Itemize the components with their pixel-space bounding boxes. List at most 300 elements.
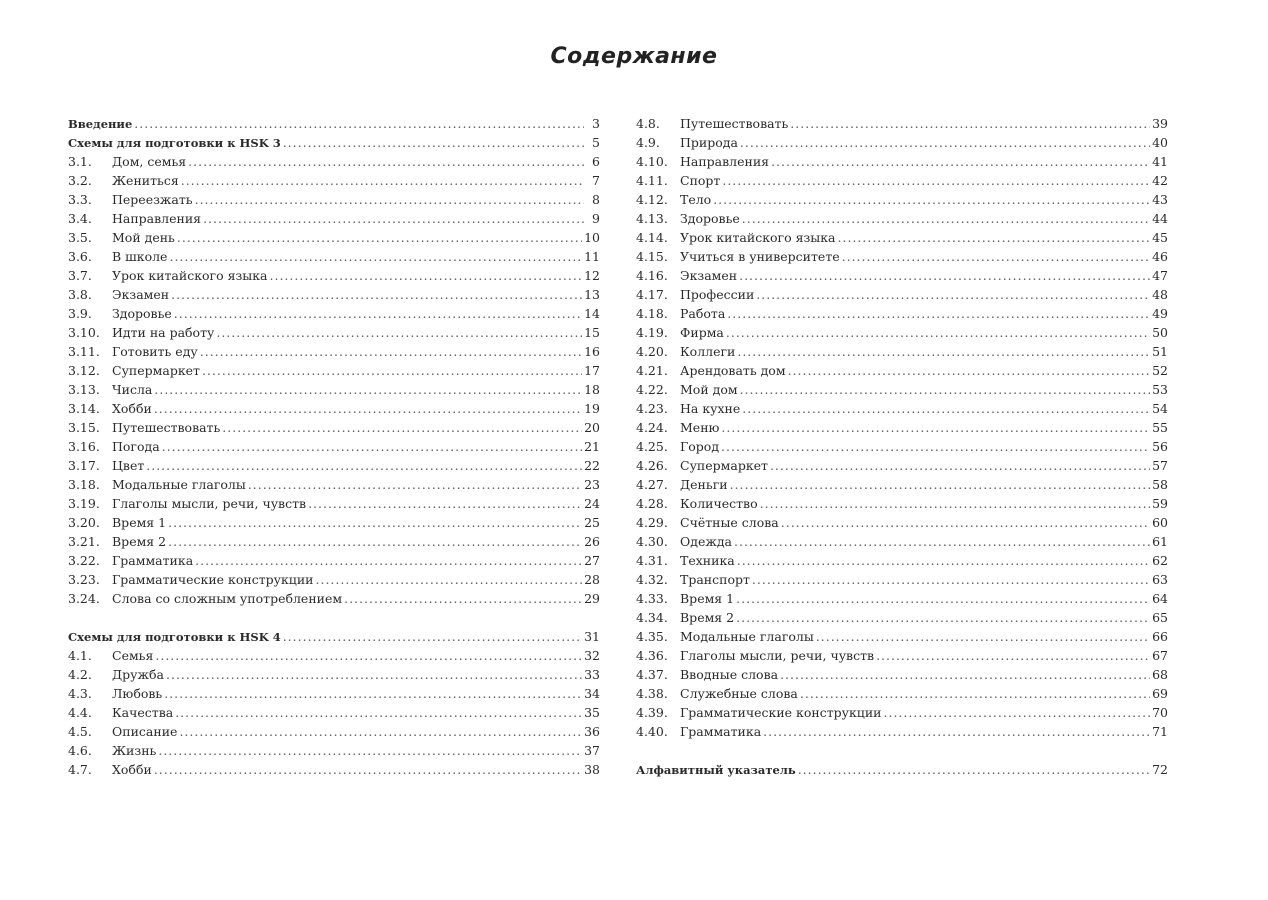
toc-entry-title: Техника xyxy=(680,553,735,568)
toc-entry-title: Качества xyxy=(112,705,174,720)
toc-entry-title: Описание xyxy=(112,724,178,739)
toc-page-number: 6 xyxy=(592,154,600,169)
dot-leader xyxy=(842,247,1150,266)
toc-entry[interactable] xyxy=(68,380,600,399)
toc-page-number: 37 xyxy=(584,743,600,758)
toc-entry[interactable] xyxy=(636,513,1168,532)
dot-leader xyxy=(166,665,582,684)
toc-entry[interactable] xyxy=(636,627,1168,646)
toc-entry-number: 4.36. xyxy=(636,648,668,663)
dot-leader xyxy=(722,171,1150,190)
toc-entry[interactable] xyxy=(68,209,600,228)
toc-entry-title: Здоровье xyxy=(680,211,740,226)
toc-entry-number: 4.12. xyxy=(636,192,668,207)
toc-entry-number: 3.23. xyxy=(68,572,100,587)
toc-entry[interactable] xyxy=(636,608,1168,627)
toc-entry-title: Жениться xyxy=(112,173,179,188)
section-gap xyxy=(636,741,1168,760)
toc-entry-title: Коллеги xyxy=(680,344,736,359)
toc-entry-number: 3.19. xyxy=(68,496,100,511)
toc-entry-title: Счётные слова xyxy=(680,515,779,530)
toc-page-number: 49 xyxy=(1152,306,1168,321)
dot-leader xyxy=(168,532,582,551)
toc-page-number: 8 xyxy=(592,192,600,207)
toc-entry-number: 4.7. xyxy=(68,762,92,777)
toc-entry[interactable] xyxy=(636,228,1168,247)
toc-page-number: 71 xyxy=(1152,724,1168,739)
toc-page-number: 39 xyxy=(1152,116,1168,131)
toc-entry-title: В школе xyxy=(112,249,168,264)
toc-entry-number: 4.6. xyxy=(68,743,92,758)
dot-leader xyxy=(742,209,1150,228)
toc-entry-number: 4.28. xyxy=(636,496,668,511)
dot-leader xyxy=(788,361,1151,380)
toc-entry-number: 4.1. xyxy=(68,648,92,663)
toc-entry-title: Время 2 xyxy=(680,610,735,625)
toc-page-number: 25 xyxy=(584,515,600,530)
toc-entry-number: 3.2. xyxy=(68,173,92,188)
toc-entry-number: 3.21. xyxy=(68,534,100,549)
toc-entry-title: Погода xyxy=(112,439,160,454)
dot-leader xyxy=(308,494,582,513)
toc-entry[interactable] xyxy=(636,285,1168,304)
toc-entry-title: Работа xyxy=(680,306,726,321)
toc-entry[interactable] xyxy=(636,266,1168,285)
toc-page-number: 20 xyxy=(584,420,600,435)
toc-page-number: 72 xyxy=(1152,762,1168,777)
toc-section-heading[interactable] xyxy=(68,627,600,646)
toc-entry[interactable] xyxy=(636,209,1168,228)
toc-page-number: 12 xyxy=(584,268,600,283)
toc-page-number: 33 xyxy=(584,667,600,682)
toc-entry-title: Грамматика xyxy=(680,724,762,739)
toc-entry-number: 4.5. xyxy=(68,724,92,739)
toc-entry-number: 3.9. xyxy=(68,306,92,321)
dot-leader xyxy=(270,266,583,285)
toc-entry[interactable] xyxy=(68,589,600,608)
toc-entry-number: 3.13. xyxy=(68,382,100,397)
toc-entry-number: 3.8. xyxy=(68,287,92,302)
dot-leader xyxy=(736,589,1150,608)
toc-entry[interactable] xyxy=(68,342,600,361)
toc-entry-title: Глаголы мысли, речи, чувств xyxy=(112,496,307,511)
toc-entry[interactable] xyxy=(636,494,1168,513)
dot-leader xyxy=(154,399,582,418)
toc-entry[interactable] xyxy=(68,190,600,209)
toc-entry-number: 4.23. xyxy=(636,401,668,416)
toc-entry-title: Фирма xyxy=(680,325,724,340)
toc-entry-number: 4.27. xyxy=(636,477,668,492)
toc-entry[interactable] xyxy=(636,114,1168,133)
toc-page-number: 58 xyxy=(1152,477,1168,492)
toc-page-number: 9 xyxy=(592,211,600,226)
dot-leader xyxy=(760,494,1150,513)
toc-entry-title: Мой день xyxy=(112,230,175,245)
toc-entry-number: 4.10. xyxy=(636,154,668,169)
toc-entry[interactable] xyxy=(68,361,600,380)
toc-page-number: 28 xyxy=(584,572,600,587)
toc-entry-number: 4.3. xyxy=(68,686,92,701)
toc-entry-title: Дом, семья xyxy=(112,154,187,169)
toc-entry[interactable] xyxy=(68,456,600,475)
toc-entry[interactable] xyxy=(68,228,600,247)
toc-entry-title: Алфавитный указатель xyxy=(636,763,796,777)
toc-entry-title: Меню xyxy=(680,420,720,435)
toc-entry[interactable] xyxy=(68,646,600,665)
dot-leader xyxy=(181,171,584,190)
toc-entry-title: Введение xyxy=(68,117,133,131)
toc-entry-title: Супермаркет xyxy=(112,363,200,378)
toc-entry-number: 3.7. xyxy=(68,268,92,283)
toc-entry-title: Хобби xyxy=(112,401,152,416)
dot-leader xyxy=(202,361,582,380)
toc-entry[interactable] xyxy=(636,171,1168,190)
toc-entry-number: 4.8. xyxy=(636,116,660,131)
toc-entry-title: Природа xyxy=(680,135,738,150)
toc-entry[interactable] xyxy=(636,532,1168,551)
toc-page-number: 59 xyxy=(1152,496,1168,511)
toc-section-heading[interactable] xyxy=(636,760,1168,779)
toc-entry-title: Грамматика xyxy=(112,553,194,568)
toc-entry[interactable] xyxy=(68,304,600,323)
toc-entry[interactable] xyxy=(636,437,1168,456)
toc-page-number: 54 xyxy=(1152,401,1168,416)
toc-entry-number: 3.11. xyxy=(68,344,100,359)
toc-entry[interactable] xyxy=(68,665,600,684)
dot-leader xyxy=(283,627,582,646)
toc-entry[interactable] xyxy=(68,703,600,722)
toc-page-number: 38 xyxy=(584,762,600,777)
toc-entry[interactable] xyxy=(636,684,1168,703)
toc-entry[interactable] xyxy=(68,760,600,779)
dot-leader xyxy=(730,475,1151,494)
dot-leader xyxy=(752,570,1150,589)
page-title: Содержание xyxy=(550,44,718,69)
toc-entry-title: Цвет xyxy=(112,458,145,473)
toc-entry[interactable] xyxy=(68,741,600,760)
toc-entry-number: 3.14. xyxy=(68,401,100,416)
dot-leader xyxy=(734,532,1150,551)
toc-entry-number: 4.15. xyxy=(636,249,668,264)
toc-page-number: 60 xyxy=(1152,515,1168,530)
toc-page-number: 21 xyxy=(584,439,600,454)
toc-entry[interactable] xyxy=(636,133,1168,152)
toc-page-number: 61 xyxy=(1152,534,1168,549)
dot-leader xyxy=(781,513,1150,532)
toc-entry-title: Путешествовать xyxy=(680,116,789,131)
toc-page-number: 62 xyxy=(1152,553,1168,568)
toc-page-number: 7 xyxy=(592,173,600,188)
toc-entry-title: Количество xyxy=(680,496,758,511)
toc-page-number: 35 xyxy=(584,705,600,720)
dot-leader xyxy=(713,190,1150,209)
toc-entry-number: 4.29. xyxy=(636,515,668,530)
dot-leader xyxy=(222,418,582,437)
toc-page-number: 46 xyxy=(1152,249,1168,264)
toc-section-heading[interactable] xyxy=(68,133,600,152)
toc-entry-title: Здоровье xyxy=(112,306,172,321)
toc-page-number: 27 xyxy=(584,553,600,568)
toc-entry-number: 4.4. xyxy=(68,705,92,720)
toc-page-number: 16 xyxy=(584,344,600,359)
toc-entry-number: 3.20. xyxy=(68,515,100,530)
toc-entry[interactable] xyxy=(636,418,1168,437)
toc-entry[interactable] xyxy=(68,152,600,171)
toc-page-number: 11 xyxy=(584,249,600,264)
toc-entry-title: Профессии xyxy=(680,287,755,302)
dot-leader xyxy=(164,684,582,703)
dot-leader xyxy=(838,228,1151,247)
dot-leader xyxy=(780,665,1150,684)
toc-entry[interactable] xyxy=(636,399,1168,418)
toc-page-number: 32 xyxy=(584,648,600,663)
toc-entry-title: Схемы для подготовки к HSK 3 xyxy=(68,136,281,150)
toc-entry[interactable] xyxy=(68,418,600,437)
toc-entry-number: 4.40. xyxy=(636,724,668,739)
dot-leader xyxy=(742,399,1150,418)
dot-leader xyxy=(798,760,1150,779)
toc-entry[interactable] xyxy=(636,380,1168,399)
toc-entry-number: 4.31. xyxy=(636,553,668,568)
toc-entry[interactable] xyxy=(636,456,1168,475)
dot-leader xyxy=(770,456,1150,475)
toc-entry-title: Экзамен xyxy=(680,268,738,283)
toc-entry[interactable] xyxy=(636,589,1168,608)
dot-leader xyxy=(162,437,582,456)
dot-leader xyxy=(134,114,584,133)
dot-leader xyxy=(168,513,582,532)
toc-entry[interactable] xyxy=(636,304,1168,323)
toc-entry-title: Готовить еду xyxy=(112,344,198,359)
toc-entry[interactable] xyxy=(636,152,1168,171)
dot-leader xyxy=(726,323,1150,342)
toc-page-number: 5 xyxy=(592,135,600,150)
toc-page-number: 65 xyxy=(1152,610,1168,625)
toc-page-number: 63 xyxy=(1152,572,1168,587)
toc-entry-number: 4.18. xyxy=(636,306,668,321)
toc-entry-title: Арендовать дом xyxy=(680,363,786,378)
toc-entry[interactable] xyxy=(68,532,600,551)
toc-entry[interactable] xyxy=(636,190,1168,209)
toc-entry-title: Город xyxy=(680,439,720,454)
toc-page-number: 43 xyxy=(1152,192,1168,207)
toc-entry[interactable] xyxy=(68,247,600,266)
toc-page-number: 3 xyxy=(592,116,600,131)
toc-page-number: 52 xyxy=(1152,363,1168,378)
toc-page-number: 56 xyxy=(1152,439,1168,454)
toc-entry-number: 4.33. xyxy=(636,591,668,606)
toc-page-number: 34 xyxy=(584,686,600,701)
toc-entry[interactable] xyxy=(636,551,1168,570)
toc-entry-number: 4.11. xyxy=(636,173,668,188)
dot-leader xyxy=(756,285,1150,304)
toc-page-number: 67 xyxy=(1152,648,1168,663)
dot-leader xyxy=(158,741,582,760)
toc-entry[interactable] xyxy=(636,665,1168,684)
dot-leader xyxy=(736,608,1150,627)
toc-page-number: 31 xyxy=(584,629,600,644)
toc-entry[interactable] xyxy=(68,513,600,532)
toc-entry-title: Хобби xyxy=(112,762,152,777)
toc-entry-number: 4.2. xyxy=(68,667,92,682)
toc-entry-title: Числа xyxy=(112,382,153,397)
toc-entry-title: Грамматические конструкции xyxy=(112,572,314,587)
dot-leader xyxy=(179,722,582,741)
toc-entry-number: 4.34. xyxy=(636,610,668,625)
toc-entry[interactable] xyxy=(68,494,600,513)
toc-page-number: 29 xyxy=(584,591,600,606)
toc-entry-number: 4.35. xyxy=(636,629,668,644)
toc-entry-number: 3.22. xyxy=(68,553,100,568)
toc-page-number: 42 xyxy=(1152,173,1168,188)
toc-entry[interactable] xyxy=(68,285,600,304)
toc-entry-number: 3.5. xyxy=(68,230,92,245)
dot-leader xyxy=(155,646,582,665)
toc-entry[interactable] xyxy=(636,323,1168,342)
toc-page-number: 19 xyxy=(584,401,600,416)
dot-leader xyxy=(740,133,1150,152)
toc-entry-title: Дружба xyxy=(112,667,164,682)
toc-entry[interactable] xyxy=(68,323,600,342)
toc-entry-number: 3.3. xyxy=(68,192,92,207)
dot-leader xyxy=(727,304,1150,323)
toc-page-number: 40 xyxy=(1152,135,1168,150)
toc-entry[interactable] xyxy=(636,475,1168,494)
toc-page-number: 44 xyxy=(1152,211,1168,226)
toc-entry-title: Спорт xyxy=(680,173,721,188)
toc-entry-number: 4.19. xyxy=(636,325,668,340)
toc-entry-number: 4.37. xyxy=(636,667,668,682)
toc-entry[interactable] xyxy=(636,722,1168,741)
toc-entry-title: Экзамен xyxy=(112,287,170,302)
toc-page-number: 23 xyxy=(584,477,600,492)
dot-leader xyxy=(721,437,1150,456)
dot-leader xyxy=(876,646,1150,665)
toc-entry-number: 3.16. xyxy=(68,439,100,454)
toc-entry-number: 4.24. xyxy=(636,420,668,435)
dot-leader xyxy=(169,247,582,266)
toc-entry-number: 4.20. xyxy=(636,344,668,359)
toc-entry-title: Одежда xyxy=(680,534,732,549)
toc-page-number: 53 xyxy=(1152,382,1168,397)
dot-leader xyxy=(737,342,1150,361)
toc-entry-number: 3.4. xyxy=(68,211,92,226)
toc-entry[interactable] xyxy=(68,570,600,589)
section-gap xyxy=(68,608,600,627)
toc-entry[interactable] xyxy=(636,570,1168,589)
toc-entry[interactable] xyxy=(68,399,600,418)
toc-entry-number: 3.6. xyxy=(68,249,92,264)
dot-leader xyxy=(203,209,584,228)
toc-entry-number: 4.30. xyxy=(636,534,668,549)
toc-page-number: 13 xyxy=(584,287,600,302)
toc-page-number: 48 xyxy=(1152,287,1168,302)
toc-entry-title: Мой дом xyxy=(680,382,738,397)
toc-entry[interactable] xyxy=(68,437,600,456)
toc-entry-number: 3.1. xyxy=(68,154,92,169)
toc-page-number: 66 xyxy=(1152,629,1168,644)
toc-column-left xyxy=(68,114,600,779)
toc-page-number: 47 xyxy=(1152,268,1168,283)
toc-entry-number: 3.24. xyxy=(68,591,100,606)
toc-entry-title: Деньги xyxy=(680,477,728,492)
dot-leader xyxy=(146,456,582,475)
toc-entry-title: Направления xyxy=(112,211,202,226)
toc-entry-number: 4.38. xyxy=(636,686,668,701)
toc-entry-title: На кухне xyxy=(680,401,741,416)
toc-page-number: 45 xyxy=(1152,230,1168,245)
toc-entry[interactable] xyxy=(636,646,1168,665)
toc-entry-title: Слова со сложным употреблением xyxy=(112,591,343,606)
toc-entry-title: Семья xyxy=(112,648,154,663)
toc-entry-number: 4.17. xyxy=(636,287,668,302)
toc-entry[interactable] xyxy=(636,361,1168,380)
toc-entry[interactable] xyxy=(636,342,1168,361)
toc-entry-title: Грамматические конструкции xyxy=(680,705,882,720)
dot-leader xyxy=(816,627,1150,646)
dot-leader xyxy=(171,285,582,304)
toc-entry[interactable] xyxy=(68,266,600,285)
toc-entry-title: Путешествовать xyxy=(112,420,221,435)
toc-page-number: 24 xyxy=(584,496,600,511)
toc-page-number: 36 xyxy=(584,724,600,739)
toc-page-number: 10 xyxy=(584,230,600,245)
toc-entry-number: 4.16. xyxy=(636,268,668,283)
toc-entry-title: Идти на работу xyxy=(112,325,215,340)
toc-entry[interactable] xyxy=(68,551,600,570)
toc-page-number: 64 xyxy=(1152,591,1168,606)
dot-leader xyxy=(195,190,584,209)
toc-entry[interactable] xyxy=(636,703,1168,722)
toc-page-number: 26 xyxy=(584,534,600,549)
dot-leader xyxy=(739,266,1150,285)
toc-entry-title: Тело xyxy=(680,192,712,207)
toc-page-number: 18 xyxy=(584,382,600,397)
toc-page-number: 14 xyxy=(584,306,600,321)
toc-page-number: 15 xyxy=(584,325,600,340)
toc-section-heading[interactable] xyxy=(68,114,600,133)
dot-leader xyxy=(344,589,582,608)
toc-entry-number: 4.14. xyxy=(636,230,668,245)
toc-entry[interactable] xyxy=(68,171,600,190)
toc-entry-number: 4.9. xyxy=(636,135,660,150)
dot-leader xyxy=(884,703,1151,722)
dot-leader xyxy=(177,228,582,247)
toc-entry[interactable] xyxy=(68,475,600,494)
toc-page-number: 69 xyxy=(1152,686,1168,701)
toc-entry-title: Урок китайского языка xyxy=(680,230,836,245)
toc-entry-title: Супермаркет xyxy=(680,458,768,473)
dot-leader xyxy=(248,475,582,494)
toc-entry-title: Переезжать xyxy=(112,192,193,207)
toc-entry-number: 3.10. xyxy=(68,325,100,340)
toc-page-number: 17 xyxy=(584,363,600,378)
dot-leader xyxy=(188,152,584,171)
dot-leader xyxy=(771,152,1150,171)
toc-entry-title: Модальные глаголы xyxy=(680,629,814,644)
toc-page-number: 70 xyxy=(1152,705,1168,720)
toc-entry-number: 3.12. xyxy=(68,363,100,378)
toc-entry-number: 4.22. xyxy=(636,382,668,397)
toc-entry[interactable] xyxy=(68,722,600,741)
dot-leader xyxy=(154,760,582,779)
toc-entry-number: 4.32. xyxy=(636,572,668,587)
toc-entry[interactable] xyxy=(68,684,600,703)
toc-entry-title: Модальные глаголы xyxy=(112,477,246,492)
toc-entry-title: Служебные слова xyxy=(680,686,798,701)
toc-entry-title: Жизнь xyxy=(112,743,157,758)
toc-entry[interactable] xyxy=(636,247,1168,266)
